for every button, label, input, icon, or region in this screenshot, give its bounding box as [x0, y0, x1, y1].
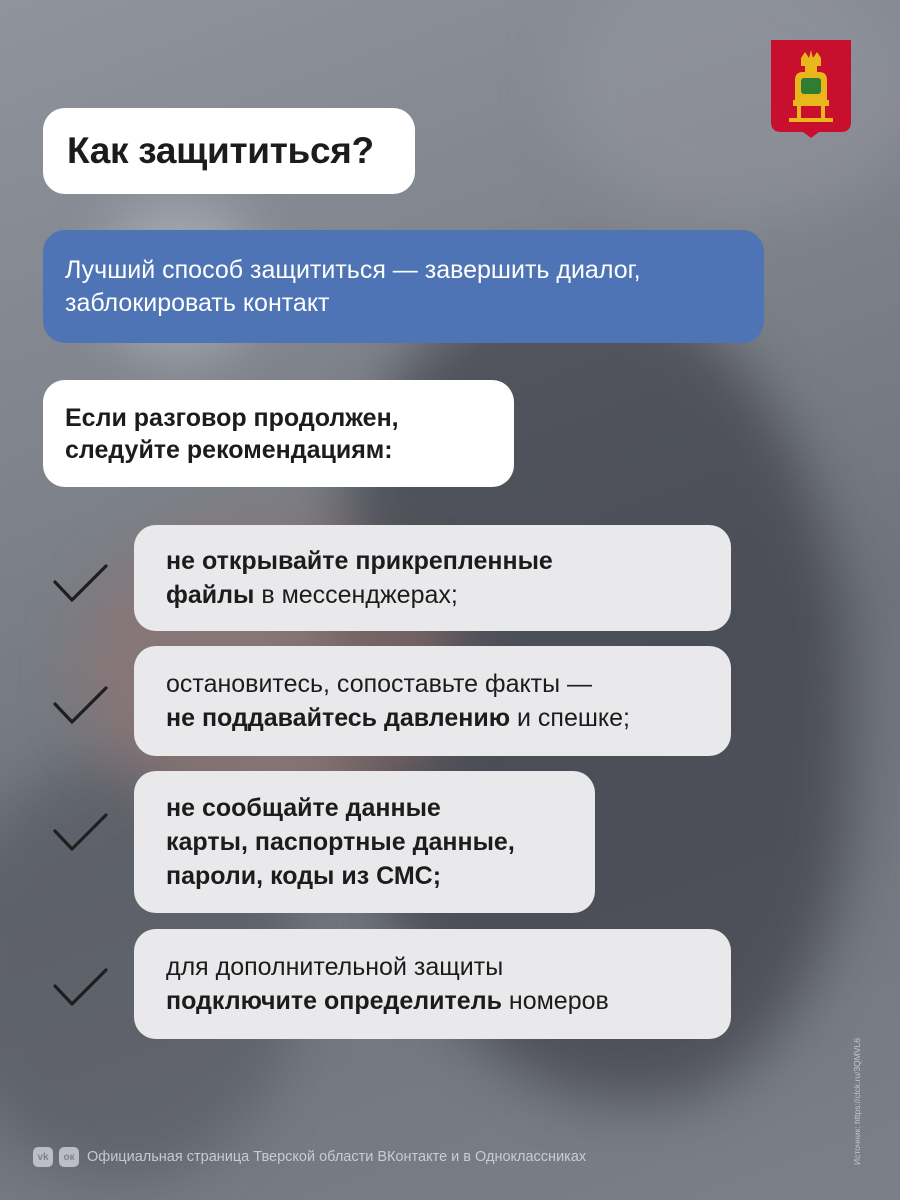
page-title: Как защититься? [67, 130, 374, 171]
heading-line-1: Если разговор продолжен, [65, 403, 399, 432]
intro-text [65, 254, 641, 320]
recommendations-heading [65, 402, 399, 466]
recommendation-item-1 [134, 525, 731, 631]
check-icon [50, 684, 110, 728]
heading-line-2: следуйте рекомендациям: [65, 435, 393, 464]
recommendation-item-4 [134, 929, 731, 1039]
intro-line-2: заблокировать контакт [65, 288, 330, 317]
tver-coat-of-arms-icon [771, 40, 851, 138]
footer-text: Официальная страница Тверской области ВКонтакте и в Одноклассниках [87, 1149, 587, 1165]
item1-bold-line1: не открывайте прикрепленные [166, 547, 553, 575]
item4-line1: для дополнительной защиты [166, 953, 504, 981]
source-caption: Источник: https://clck.ru/3QMVL6 [852, 1038, 862, 1165]
item4-rest: номеров [501, 987, 609, 1015]
title-card [43, 108, 415, 194]
item3-line3: пароли, коды из СМС; [166, 862, 442, 890]
item2-rest: и спешке; [510, 704, 630, 732]
recommendation-item-3 [134, 771, 595, 913]
footer [33, 1146, 586, 1168]
item3-line2: карты, паспортные данные, [166, 828, 515, 856]
recommendation-item-2 [134, 646, 731, 756]
intro-line-1: Лучший способ защититься — завершить диалог, [65, 255, 641, 284]
odnoklassniki-icon[interactable]: ок [59, 1147, 79, 1167]
recommendations-heading-card [43, 380, 514, 487]
item1-rest: в мессенджерах; [254, 581, 458, 609]
item1-bold-line2: файлы [166, 581, 255, 609]
intro-card [43, 230, 764, 343]
item2-line1: остановитесь, сопоставьте факты — [166, 670, 593, 698]
check-icon [50, 966, 110, 1010]
item3-line1: не сообщайте данные [166, 794, 441, 822]
item4-bold: подключите определитель [166, 987, 502, 1015]
item2-bold: не поддавайтесь давлению [166, 704, 511, 732]
check-icon [50, 562, 110, 606]
check-icon [50, 811, 110, 855]
vk-icon[interactable]: vk [33, 1147, 53, 1167]
